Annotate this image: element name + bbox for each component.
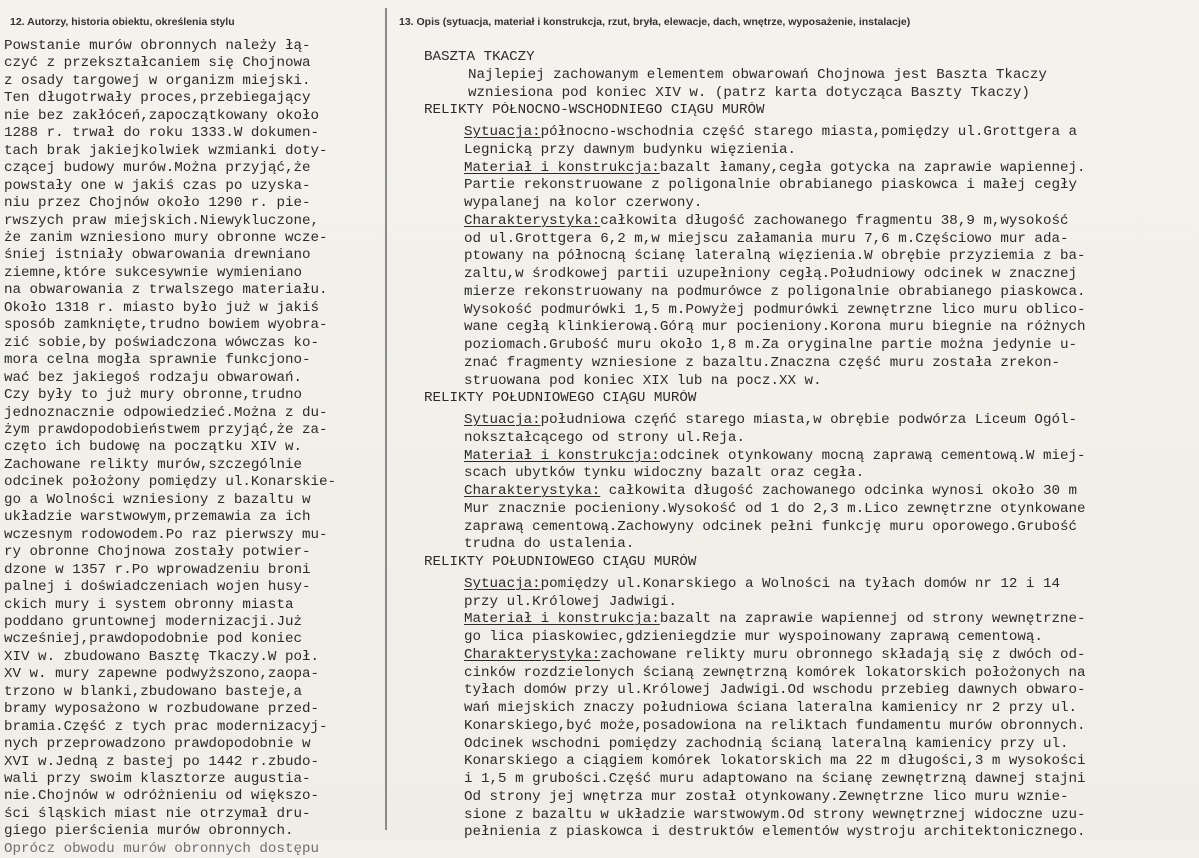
- field-value: zachowane relikty muru obronnego składają się z dwóch od-: [600, 646, 1086, 663]
- history-line: ckich mury i system obronny miasta: [4, 596, 294, 613]
- history-line: tach brak jakiejkolwiek wzmianki doty-: [4, 142, 328, 159]
- paragraph-line: Legnicką przy dawnym budynku więzienia.: [464, 141, 797, 158]
- history-line: nych przeprowadzono prawdopodobnie w: [4, 736, 311, 753]
- field-label: Charakterystyka:: [464, 483, 601, 499]
- history-line: 1288 r. trwał do roku 1333.W dokumen-: [4, 125, 320, 142]
- history-line: ści śląskich miast nie otrzymał dru-: [4, 805, 311, 822]
- column-divider: [385, 8, 387, 830]
- history-line: palnej i doświadczeniach wojen husy-: [4, 579, 311, 596]
- paragraph-first-line: [424, 124, 1196, 142]
- paragraph-line: Od strony jej wnętrza mur został otynkowany.Zewnętrzne lico muru wznie-: [464, 788, 1069, 805]
- history-line: układzie warstwowym,przemawia za ich: [4, 509, 311, 526]
- paragraph-line: Wysokość podmurówki 1,5 m.Powyżej podmurówki zewnętrzne lico muru oblico-: [464, 301, 1086, 318]
- history-line: Powstanie murów obronnych należy łą-: [4, 38, 311, 54]
- history-line: bramia.Część z tych prac modernizacyj-: [4, 718, 328, 735]
- history-line: wali przy swoim klasztorze augustia-: [4, 771, 311, 788]
- paragraph-line: tyłach domów przy ul.Królowej Jadwigi.Od wschodu przebieg dawnych obwaro-: [464, 682, 1086, 699]
- field-value: bazalt na zaprawie wapiennej od strony wewnętrzne-: [659, 611, 1086, 628]
- paragraph-line: wane cegłą klinkierową.Górą mur pocieniony.Korona muru biegnie na różnych: [464, 319, 1086, 336]
- paragraph-line: Odcinek wschodni pomiędzy zachodnią ścianą lateralną kamienicy przy ul.: [464, 735, 1069, 752]
- paragraph-line: struowana pod koniec XIX lub na pocz.XX w.: [464, 372, 822, 389]
- history-line: Czy były to już mury obronne,trudno: [4, 387, 302, 404]
- field-label: Charakterystyka:: [464, 212, 601, 229]
- history-line: XV w. mury zapewne podwyższono,zaopa-: [4, 666, 320, 683]
- history-line: czyć z przekształcaniem się Chojnowa: [4, 55, 311, 72]
- paragraph-first-line: [424, 160, 1196, 178]
- paragraph-first-line: [424, 412, 1196, 430]
- history-line: czącej budowy murów.Można przyjąć,że: [4, 160, 311, 177]
- field-value: pomiędzy ul.Konarskiego a Wolności na tyłach domów nr 12 i 14: [540, 575, 1060, 592]
- history-line: żym prawdopodobieństwem przyjąć,że za-: [4, 421, 328, 438]
- field-label: Materiał i konstrukcja:: [464, 611, 660, 628]
- paragraph-line: cinków rozdzielonych ścianą zewnętrzną komórek lokatorskich położonych na: [464, 664, 1086, 681]
- paragraph-line: Mur znacznie pocieniony.Wysokość od 1 do 2,3 m.Lico zewnętrzne otynkowane: [464, 500, 1086, 517]
- history-line: nie.Chojnów w odróżnieniu od większo-: [4, 788, 320, 805]
- paragraph-line: wań miejskich znaczy południowa ściana lateralna kamienicy nr 2 przy ul.: [464, 700, 1077, 716]
- field-value: całkowita długość zachowanego fragmentu 38,9 m,wysokość: [600, 212, 1069, 229]
- field-label: Sytuacja:: [464, 575, 541, 592]
- field-label: Materiał i konstrukcja:: [464, 447, 660, 464]
- section-12-header: 12. Autorzy, historia obiektu, określenia stylu: [10, 16, 235, 28]
- history-line: z osady targowej w organizm miejski.: [4, 72, 311, 89]
- paragraph-line: Konarskiego,być może,posadowiona na reliktach fundamentu murów obronnych.: [464, 717, 1086, 734]
- paragraph-line: Partie rekonstruowane z poligonalnie obrabianego piaskowca i małej cegły: [464, 177, 1077, 194]
- field-value: bazalt łamany,cegła gotycka na zaprawie wapiennej.: [659, 159, 1086, 176]
- history-line: wać bez jakiegoś rodzaju obwarowań.: [4, 369, 302, 386]
- paragraph-line: mierze rekonstruowany na podmurówce z poligonalnie obrabianego piaskowca.: [464, 283, 1086, 300]
- paragraph-line: poziomach.Grubość muru około 1,8 m.Za oryginalne partie można jedynie u-: [464, 337, 1077, 353]
- history-line: mora celna mogła sprawnie funkcjono-: [4, 352, 311, 369]
- field-label: Sytuacja:: [464, 412, 541, 428]
- history-line: Ten długotrwały proces,przebiegający: [4, 90, 311, 107]
- field-label: Materiał i konstrukcja:: [464, 159, 660, 176]
- field-value: południowa częńć starego miasta,w obrębie podwórza Liceum Ogól-: [540, 412, 1077, 428]
- section-heading: RELIKTY POŁUDNIOWEGO CIĄGU MURÓW: [424, 390, 697, 407]
- paragraph-first-line: [424, 213, 1196, 231]
- baszta-line: Najlepiej zachowanym elementem obwarowań Chojnowa jest Baszta Tkaczy: [468, 66, 1047, 83]
- paragraph-first-line: [424, 576, 1196, 594]
- paragraph-line: pełnienia z piaskowca i destruktów elementów wystroju architektonicznego.: [464, 824, 1086, 841]
- history-line: ziemne,które sukcesywnie wymieniano: [4, 264, 302, 281]
- history-line: nie bez zakłóceń,zapoczątkowany około: [4, 107, 320, 124]
- field-label: Sytuacja:: [464, 124, 541, 140]
- paragraph-line: zaprawą cementową.Zachowyny odcinek pełni funkcję muru oporowego.Grubość: [464, 518, 1077, 535]
- history-line: bramy wyposażono w rozbudowane przed-: [4, 701, 320, 718]
- baszta-line: wzniesiona pod koniec XIV w. (patrz karta dotycząca Baszty Tkaczy): [468, 84, 1030, 101]
- history-line: trzono w blanki,zbudowano basteje,a: [4, 683, 302, 700]
- history-line: Oprócz obwodu murów obronnych dostępu: [4, 840, 320, 857]
- paragraph-line: przy ul.Królowej Jadwigi.: [464, 593, 677, 610]
- paragraph-first-line: [424, 483, 1196, 501]
- history-line: Zachowane relikty murów,szczególnie: [4, 456, 302, 473]
- history-line: go a Wolności wzniesiony z bazaltu w: [4, 491, 311, 508]
- history-line: śniej istniały obwarowania drewniano: [4, 247, 311, 264]
- section-heading: RELIKTY PÓŁNOCNO-WSCHODNIEGO CIĄGU MURÓW: [424, 102, 765, 119]
- field-value: całkowita długość zachowanego odcinka wynosi około 30 m: [600, 483, 1078, 499]
- paragraph-line: od ul.Grottgera 6,2 m,w miejscu załamania muru 7,6 m.Częściowo mur ada-: [464, 230, 1069, 247]
- paragraph-line: nokształcącego od strony ul.Reja.: [464, 429, 745, 446]
- paragraph-line: znać fragmenty wzniesione z bazaltu.Znaczna część muru została zrekon-: [464, 354, 1060, 371]
- history-line: że zanim wzniesiono mury obronne wcze-: [4, 229, 328, 246]
- paragraph-line: wypalanej na kolor czerwony.: [464, 195, 703, 211]
- history-line: dzone w 1357 r.Po wprowadzeniu broni: [4, 561, 311, 578]
- paragraph-line: Konarskiego a ciągiem komórek lokatorskich ma 22 m długości,3 m wysokości: [464, 753, 1086, 770]
- history-text-column: [4, 38, 384, 858]
- history-line: wcześniej,prawdopodobnie pod koniec: [4, 631, 302, 648]
- paragraph-line: scach ubytków tynku widoczny bazalt oraz cegła.: [464, 465, 865, 482]
- history-line: na obwarowania z trwalszego materiału.: [4, 282, 328, 299]
- section-13-header: 13. Opis (sytuacja, materiał i konstrukcja, rzut, bryła, elewacje, dach, wnętrze, wyposażenie, instalacje): [399, 16, 911, 28]
- history-line: powstały one w jakiś czas po uzyska-: [4, 177, 311, 194]
- paragraph-line: zaltu,w środkowej partii uzupełniony cegłą.Południowy odcinek w znacznej: [464, 266, 1077, 282]
- paragraph-first-line: [424, 647, 1196, 665]
- paragraph-line: ptowany na północną ścianę lateralną więzienia.W obrębie przyziemia z ba-: [464, 248, 1086, 265]
- history-line: jednoznacznie odpowiedzieć.Można z du-: [4, 404, 328, 421]
- field-label: Charakterystyka:: [464, 646, 601, 663]
- history-line: zić sobie,by poświadczona wówczas ko-: [4, 334, 320, 351]
- paragraph-line: go lica piaskowiec,gdzieniegdzie mur wyspoinowany zaprawą cementową.: [464, 629, 1043, 645]
- history-line: rwszych praw miejskich.Niewykluczone,: [4, 212, 320, 229]
- baszta-heading: BASZTA TKACZY: [424, 49, 535, 65]
- paragraph-first-line: [424, 448, 1196, 466]
- paragraph-line: trudna do ustalenia.: [464, 536, 635, 553]
- paragraph-first-line: [424, 611, 1196, 629]
- history-line: Około 1318 r. miasto było już w jakiś: [4, 299, 320, 316]
- paragraph-line: i 1,5 m grubości.Część muru adaptowano na ścianę zewnętrzną dawnej stajni: [464, 771, 1086, 787]
- description-text-column: [424, 49, 1196, 842]
- history-line: XVI w.Jedną z bastej po 1442 r.zbudo-: [4, 753, 320, 770]
- history-line: poddano gruntownej modernizacji.Już: [4, 613, 302, 630]
- history-line: niu przez Chojnów około 1290 r. pie-: [4, 195, 311, 212]
- section-heading: RELIKTY POŁUDNIOWEGO CIĄGU MURÓW: [424, 554, 697, 570]
- history-line: giego pierścienia murów obronnych.: [4, 823, 294, 840]
- history-line: wczesnym rodowodem.Po raz pierwszy mu-: [4, 526, 328, 543]
- history-line: sposób zamknięte,trudno bowiem wyobra-: [4, 317, 328, 334]
- paragraph-line: sione z bazaltu w układzie warstwowym.Od strony wewnętrznej widoczne uzu-: [464, 806, 1086, 823]
- history-line: częto ich budowę na początku XIV w.: [4, 439, 302, 456]
- history-line: odcinek położony pomiędzy ul.Konarskie-: [4, 474, 337, 491]
- sections-container: [424, 102, 1196, 842]
- history-line: ry obronne Chojnowa zostały potwier-: [4, 544, 311, 561]
- field-value: północno-wschodnia część starego miasta,pomiędzy ul.Grottgera a: [540, 124, 1077, 140]
- field-value: odcinek otynkowany mocną zaprawą cementową.W miej-: [659, 447, 1086, 464]
- history-line: XIV w. zbudowano Basztę Tkaczy.W poł.: [4, 648, 320, 665]
